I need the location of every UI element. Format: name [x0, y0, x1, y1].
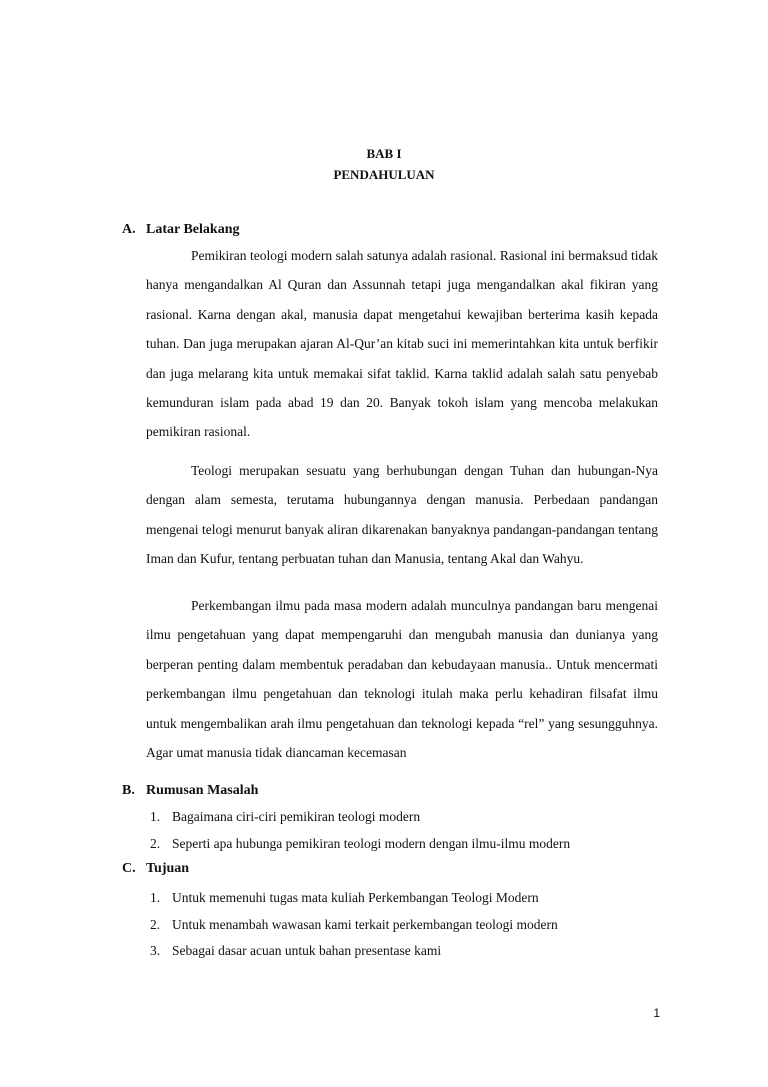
chapter-title: PENDAHULUAN: [333, 167, 435, 182]
rumusan-masalah-list: [150, 806, 570, 859]
section-heading-rumusan-masalah: [122, 783, 258, 799]
list-number: 2.: [150, 916, 161, 932]
list-item: [150, 833, 570, 860]
section-letter: B.: [122, 783, 135, 798]
list-text: Sebagai dasar acuan untuk bahan presentase kami: [172, 943, 442, 958]
list-number: 3.: [150, 943, 161, 958]
list-text: Seperti apa hubunga pemikiran teologi modern dengan ilmu-ilmu modern: [172, 835, 571, 851]
paragraph-3: Perkembangan ilmu pada masa modern adalah munculnya pandangan baru mengenai ilmu pengetahuan yang dapat mempengaruhi dan mengubah manusia dan dunianya yang berperan penting dalam membentuk peradaban dan kebudayaan manusia.. Untuk mencermati perkembangan ilmu pengetahuan dan teknologi itulah maka perlu kehadiran filsafat ilmu untuk mengembalikan arah ilmu pengetahuan dan teknologi kepada “rel” yang sesungguhnya. Agar umat manusia tidak diancaman kecemasan: [146, 598, 658, 761]
chapter-number: BAB I: [366, 146, 402, 161]
section-title: Latar Belakang: [146, 222, 240, 237]
paragraph-1: Pemikiran teologi modern salah satunya adalah rasional. Rasional ini bermaksud tidak hanya mengandalkan Al Quran dan Assunnah tetapi juga mengandalkan akal fikiran yang rasional. Karna dengan akal, manusia dapat mengetahui kewajiban berterima kasih kepada tuhan. Dan juga merupakan ajaran Al-Qur’an kitab suci ini memerintahkan kita untuk berfikir dan juga melarang kita untuk memakai sifat taklid. Karna taklid adalah salah satu penyebab kemunduran islam pada abad 19 dan 20. Banyak tokoh islam yang mencoba melakukan pemikiran rasional.: [146, 248, 658, 440]
list-item: [150, 806, 570, 833]
list-number: 1.: [150, 809, 161, 824]
section-letter: C.: [122, 861, 136, 876]
list-text: Untuk menambah wawasan kami terkait perkembangan teologi modern: [172, 916, 558, 932]
list-number: 1.: [150, 890, 161, 905]
section-heading-tujuan: [122, 861, 189, 877]
list-item: [150, 887, 558, 914]
list-text: Bagaimana ciri-ciri pemikiran teologi modern: [172, 809, 421, 824]
section-heading-latar-belakang: [122, 222, 239, 238]
section-letter: A.: [122, 222, 136, 237]
list-number: 2.: [150, 835, 161, 851]
list-item: [150, 940, 558, 967]
section-title: Rumusan Masalah: [146, 783, 259, 798]
tujuan-list: [150, 887, 558, 967]
paragraph-2: Teologi merupakan sesuatu yang berhubungan dengan Tuhan dan hubungan-Nya dengan alam semesta, terutama hubungannya dengan manusia. Perbedaan pandangan mengenai telogi menurut banyak aliran dikarenakan banyaknya pandangan-pandangan tentang Iman dan Kufur, tentang perbuatan tuhan dan Manusia, tentang Akal dan Wahyu.: [146, 463, 658, 567]
page-number: 1: [653, 1006, 660, 1020]
section-title: Tujuan: [146, 861, 190, 876]
list-item: [150, 914, 558, 941]
list-text: Untuk memenuhi tugas mata kuliah Perkembangan Teologi Modern: [172, 890, 539, 905]
